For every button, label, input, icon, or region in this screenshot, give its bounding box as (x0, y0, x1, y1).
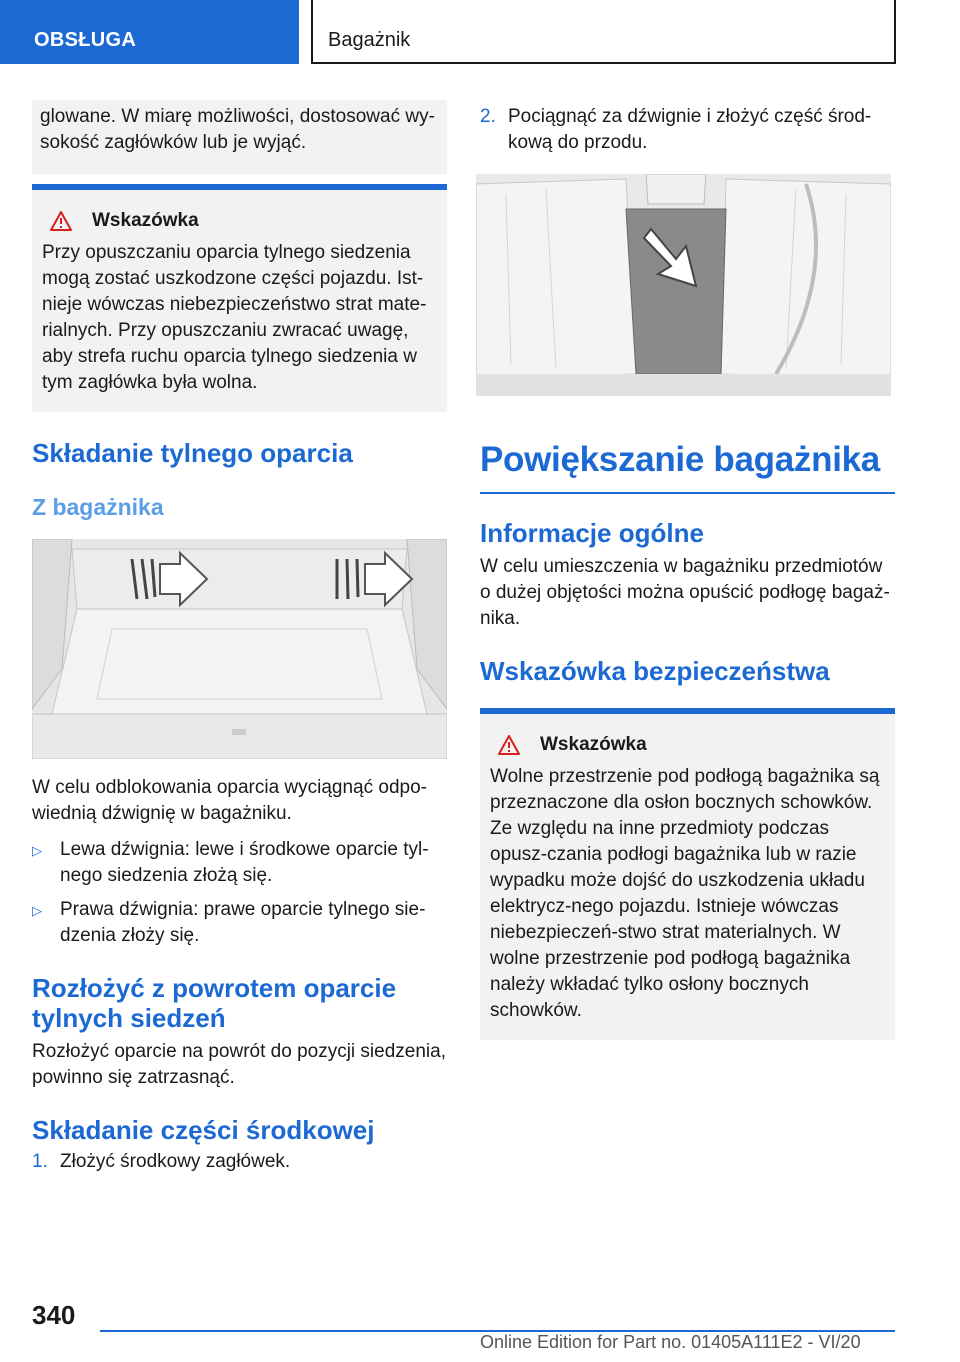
notice-header (42, 208, 437, 234)
rear-seat-illustration (476, 174, 891, 396)
warning-triangle-icon (50, 211, 72, 231)
unfold-text: Rozłożyć oparcie na powrót do pozycji siedzenia, powinno się zatrzasnąć. (32, 1041, 446, 1088)
continued-text: glowane. W miarę możliwości, dostosować wy-sokość zagłówków lub je wyjąć. (40, 106, 435, 153)
list-item (32, 837, 447, 889)
heading-general-info: Informacje ogólne (480, 518, 704, 548)
bullet-list (32, 837, 447, 949)
bullet-triangle-icon: ▷ (32, 843, 42, 858)
step-text: Złożyć środkowy zagłówek. (60, 1151, 291, 1172)
notice-box (32, 184, 447, 412)
notice-title: Wskazówka (540, 734, 647, 755)
release-text: W celu odblokowania oparcia wyciągnąć odpo-wiednią dźwignię w bagażniku. (32, 777, 428, 824)
list-item-text: Lewa dźwignia: lewe i środkowe oparcie tyl-nego siedzenia złożą się. (60, 839, 429, 886)
step-text: Pociągnąć za dźwignie i złożyć część środ-kową do przodu. (508, 106, 872, 153)
notice-text: Przy opuszczaniu oparcia tylnego siedzenia mogą zostać uszkodzone części pojazdu. Ist-nieje wówczas niebezpieczeństwo strat mate-rialnych. Przy opuszczaniu zwracać uwagę, aby strefa ruchu oparcia tylnego siedzenia w tym zagłówka była wolna. (42, 242, 427, 393)
heading-fold-backrest: Składanie tylnego oparcia (32, 438, 353, 468)
right-column (480, 100, 895, 1040)
bullet-triangle-icon: ▷ (32, 903, 42, 918)
heading-fold-middle: Składanie części środkowej (32, 1115, 375, 1145)
edition-text: Online Edition for Part no. 01405A111E2 - VI/20 (480, 1332, 861, 1352)
heading-unfold-backrest: Rozłożyć z powrotem oparcie tylnych siedzeń (32, 973, 397, 1033)
left-column (32, 100, 447, 1175)
step-item (32, 1149, 447, 1175)
chapter-tab: Bagażnik (311, 0, 896, 64)
step-item (480, 104, 895, 156)
notice-title: Wskazówka (92, 210, 199, 231)
notice-header (490, 732, 885, 758)
heading-enlarge-trunk: Powiększanie bagażnika (480, 440, 895, 494)
heading-safety-note: Wskazówka bezpieczeństwa (480, 656, 830, 686)
step-number: 2. (480, 106, 496, 127)
general-text: W celu umieszczenia w bagażniku przedmiotów o dużej objętości można opuścić podłogę bagaż-nika. (480, 556, 890, 629)
section-tab: OBSŁUGA (0, 0, 299, 64)
notice-box (480, 708, 895, 1040)
page-header (0, 0, 960, 66)
notice-text: Wolne przestrzenie pod podłogą bagażnika są przeznaczone dla osłon bocznych schowków. Ze względu na inne przedmioty podczas opusz-czania podłogi bagażnika lub w razie wypadku może dojść do uszkodzenia układu elektrycz-nego pojazdu. Istnieje wówczas niebezpieczeń-stwo strat materialnych. W wolne przestrzenie pod podłogą bagażnika należy wkładać tylko osłony bocznych schowków. (490, 766, 880, 1021)
subheading-from-trunk: Z bagażnika (32, 494, 164, 520)
list-item (32, 897, 447, 949)
trunk-illustration (32, 539, 447, 759)
continued-notice (32, 100, 447, 174)
page-number: 340 (32, 1300, 76, 1330)
step-number: 1. (32, 1151, 48, 1172)
warning-triangle-icon (498, 735, 520, 755)
list-item-text: Prawa dźwignia: prawe oparcie tylnego sie-dzenia złoży się. (60, 899, 426, 946)
